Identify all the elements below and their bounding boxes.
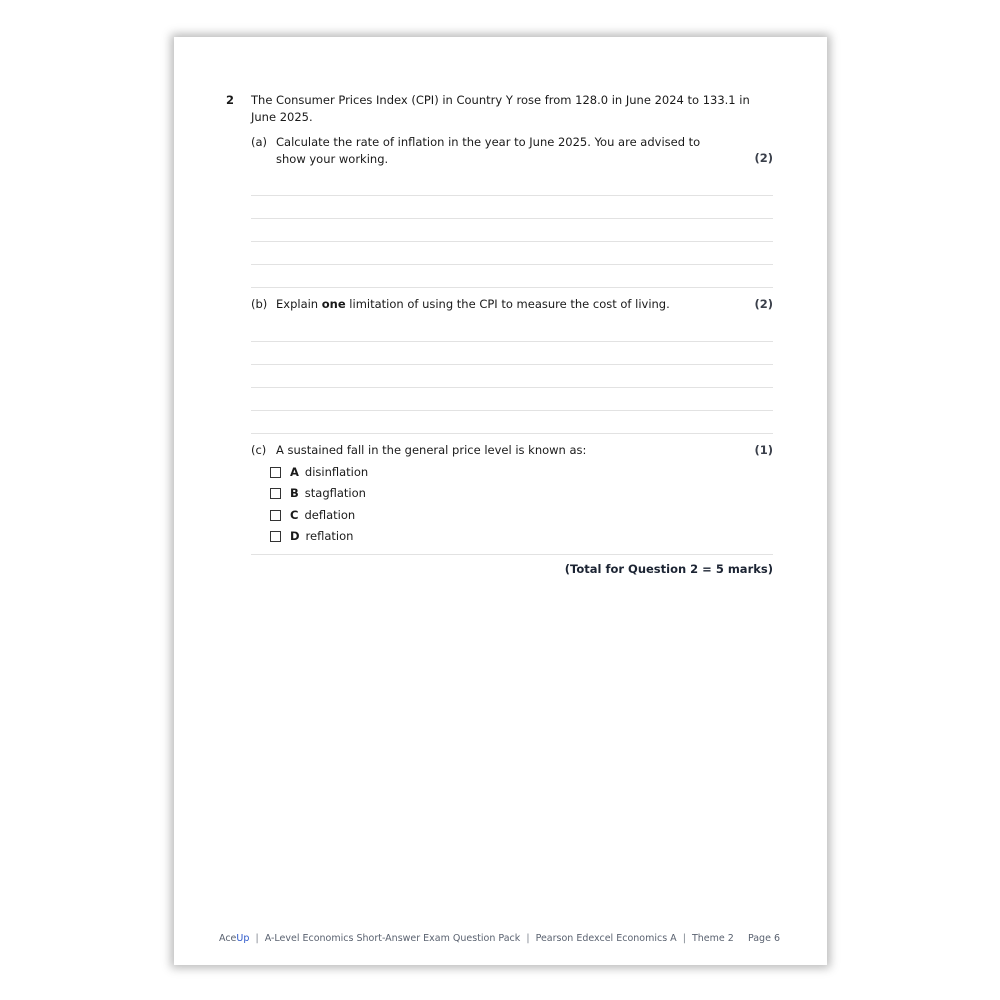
exam-page: [174, 37, 827, 965]
part-a-label: (a): [251, 135, 268, 149]
question-stem: The Consumer Prices Index (CPI) in Country Y rose from 128.0 in June 2024 to 133.1 in June 2025.: [251, 93, 750, 124]
footer-theme: Theme 2: [691, 933, 734, 944]
option-c-checkbox[interactable]: [270, 510, 281, 521]
option-letter: D: [290, 529, 300, 543]
option-letter: A: [290, 465, 299, 479]
answer-line[interactable]: [251, 287, 773, 288]
part-b-text: [276, 296, 716, 313]
brand-ace: Ace: [219, 933, 237, 944]
part-c-marks: (1): [754, 443, 773, 457]
part-c-text: A sustained fall in the general price level is known as:: [276, 443, 587, 457]
option-d-checkbox[interactable]: [270, 531, 281, 542]
answer-line[interactable]: [251, 433, 773, 434]
answer-line[interactable]: [251, 195, 773, 196]
option-letter: B: [290, 486, 299, 500]
footer-separator: |: [526, 933, 530, 944]
answer-line[interactable]: [251, 341, 773, 342]
option-a-checkbox[interactable]: [270, 467, 281, 478]
footer-separator: |: [682, 933, 686, 944]
option-text: deflation: [304, 508, 356, 522]
answer-line[interactable]: [251, 218, 773, 219]
divider: [251, 554, 773, 555]
answer-line[interactable]: [251, 264, 773, 265]
option-a[interactable]: [270, 464, 368, 480]
part-a-marks: (2): [754, 151, 773, 165]
footer-info: [219, 933, 734, 944]
question-total: (Total for Question 2 = 5 marks): [564, 562, 773, 576]
part-b-text-after: limitation of using the CPI to measure the cost of living.: [345, 297, 670, 311]
option-letter: C: [290, 508, 299, 522]
option-text: reflation: [305, 529, 354, 543]
footer-separator: |: [255, 933, 259, 944]
option-b-checkbox[interactable]: [270, 488, 281, 499]
part-b-text-before: Explain: [276, 297, 322, 311]
question-number: 2: [226, 93, 235, 107]
page-number: Page 6: [747, 933, 780, 944]
brand-up: Up: [236, 933, 250, 944]
option-d[interactable]: [270, 528, 353, 544]
part-b-label: (b): [251, 297, 268, 311]
option-text: stagflation: [304, 486, 366, 500]
footer-pack-title: A-Level Economics Short-Answer Exam Question Pack: [264, 933, 521, 944]
part-b-text-emphasis: one: [321, 297, 346, 311]
part-b-marks: (2): [754, 297, 773, 311]
part-a-text: Calculate the rate of inflation in the year to June 2025. You are advised to show your working.: [276, 135, 701, 166]
answer-line[interactable]: [251, 364, 773, 365]
footer-exam-board: Pearson Edexcel Economics A: [535, 933, 677, 944]
option-c[interactable]: [270, 507, 355, 523]
answer-line[interactable]: [251, 241, 773, 242]
part-c-label: (c): [251, 443, 267, 457]
page-footer: [219, 933, 780, 944]
answer-line[interactable]: [251, 387, 773, 388]
brand-logo: [219, 933, 249, 944]
option-text: disinflation: [304, 465, 369, 479]
option-b[interactable]: [270, 485, 366, 501]
answer-line[interactable]: [251, 410, 773, 411]
